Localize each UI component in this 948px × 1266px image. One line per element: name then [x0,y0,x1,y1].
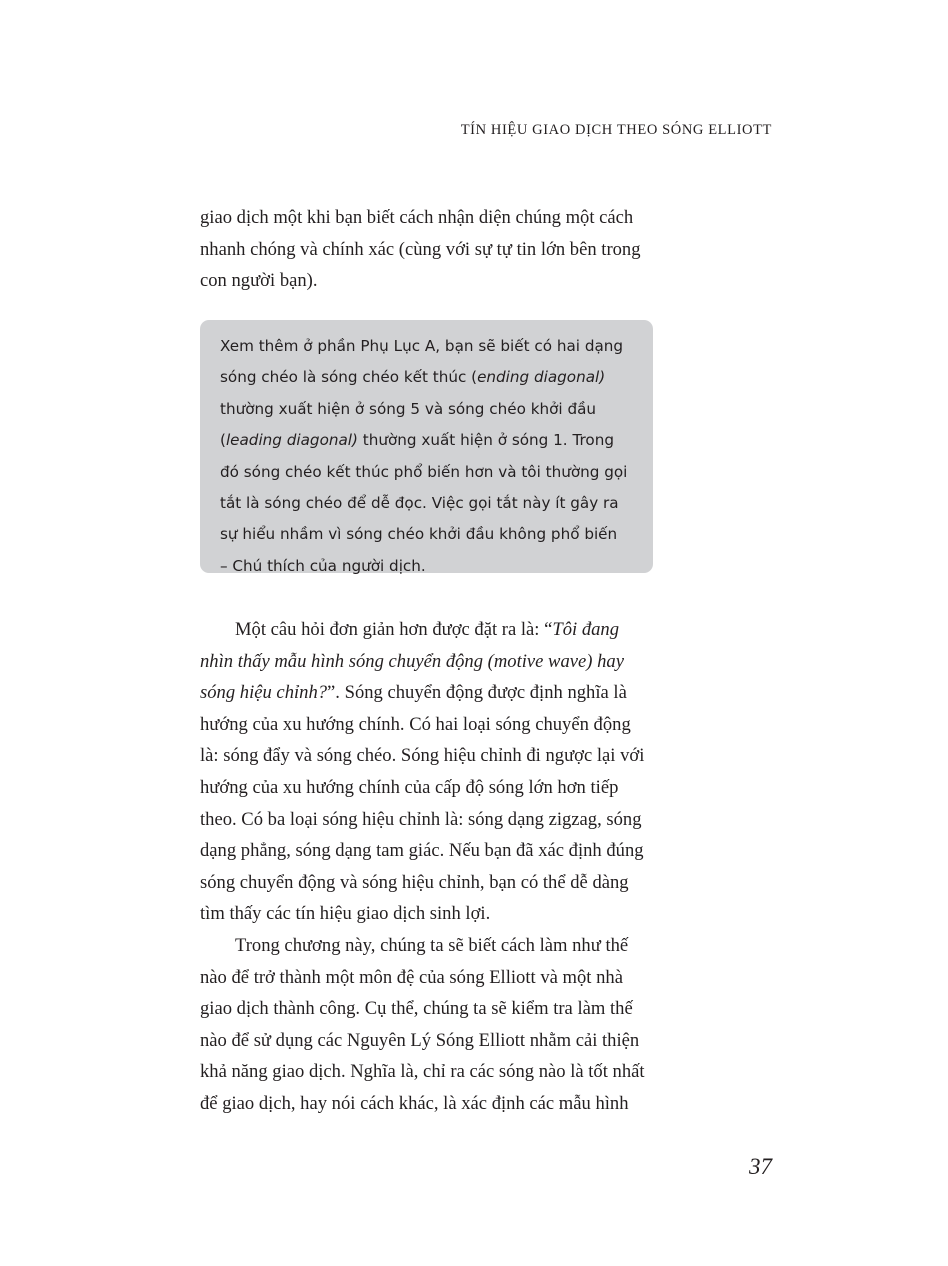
paragraph-line: tìm thấy các tín hiệu giao dịch sinh lợi. [200,903,491,925]
paragraph-line: giao dịch thành công. Cụ thể, chúng ta sẽ kiểm tra làm thế [200,998,633,1020]
paragraph-line: Trong chương này, chúng ta sẽ biết cách làm như thế [235,934,629,956]
note-line: thường xuất hiện ở sóng 5 và sóng chéo khởi đầu [220,399,597,418]
paragraph-top [200,202,655,297]
text-segment: Một câu hỏi đơn giản hơn được đặt ra là: “ [235,619,553,640]
note-text-segment: thường xuất hiện ở sóng 1. Trong [357,431,614,450]
note-line [220,425,640,456]
note-text-segment: ( [220,431,226,450]
paragraph-line: là: sóng đẩy và sóng chéo. Sóng hiệu chỉnh đi ngược lại với [200,745,645,767]
paragraph-line [200,677,655,709]
paragraph-line: để giao dịch, hay nói cách khác, là xác định các mẫu hình [200,1092,629,1114]
paragraph-line [200,614,655,646]
paragraph-line: theo. Có ba loại sóng hiệu chỉnh là: sóng dạng zigzag, sóng [200,808,642,830]
note-italic-term: leading diagonal) [225,431,358,450]
italic-quote: Tôi đang [552,619,620,640]
paragraph-line: giao dịch một khi bạn biết cách nhận diện chúng một cách [200,207,634,228]
note-line: đó sóng chéo kết thúc phổ biến hơn và tôi thường gọi [220,462,628,481]
paragraph-line: nào để trở thành một môn đệ của sóng Elliott và một nhà [200,966,623,988]
note-line [220,362,640,393]
page-number: 37 [749,1154,772,1179]
paragraph-line [200,646,655,678]
paragraph-line: hướng của xu hướng chính. Có hai loại sóng chuyển động [200,713,631,735]
note-line: Xem thêm ở phần Phụ Lục A, bạn sẽ biết có hai dạng [220,337,624,355]
italic-quote: nhìn thấy mẫu hình sóng chuyển động (motive wave) hay [200,650,624,672]
note-italic-term: ending diagonal) [477,368,606,387]
paragraph-line: nhanh chóng và chính xác (cùng với sự tự tin lớn bên trong [200,238,641,260]
text-segment: ”. Sóng chuyển động được định nghĩa là [327,682,627,704]
note-text-segment: sóng chéo là sóng chéo kết thúc ( [220,368,478,387]
translator-note [220,331,640,582]
paragraph-line: sóng chuyển động và sóng hiệu chỉnh, bạn có thể dễ dàng [200,871,629,893]
note-line: tắt là sóng chéo để dễ đọc. Việc gọi tắt này ít gây ra [220,493,619,512]
note-line: sự hiểu nhầm vì sóng chéo khởi đầu không phổ biến [220,525,618,544]
paragraph-main [200,614,655,1120]
paragraph-line: con người bạn). [200,270,318,292]
running-header: TÍN HIỆU GIAO DỊCH THEO SÓNG ELLIOTT [460,122,772,138]
paragraph-line: dạng phẳng, sóng dạng tam giác. Nếu bạn đã xác định đúng [200,840,644,862]
paragraph-line: nào để sử dụng các Nguyên Lý Sóng Elliott nhằm cải thiện [200,1029,640,1051]
paragraph-line: khả năng giao dịch. Nghĩa là, chỉ ra các sóng nào là tốt nhất [200,1061,645,1083]
note-line: – Chú thích của người dịch. [220,556,426,575]
italic-quote: sóng hiệu chỉnh? [200,682,328,704]
paragraph-line: hướng của xu hướng chính của cấp độ sóng lớn hơn tiếp [200,776,619,798]
